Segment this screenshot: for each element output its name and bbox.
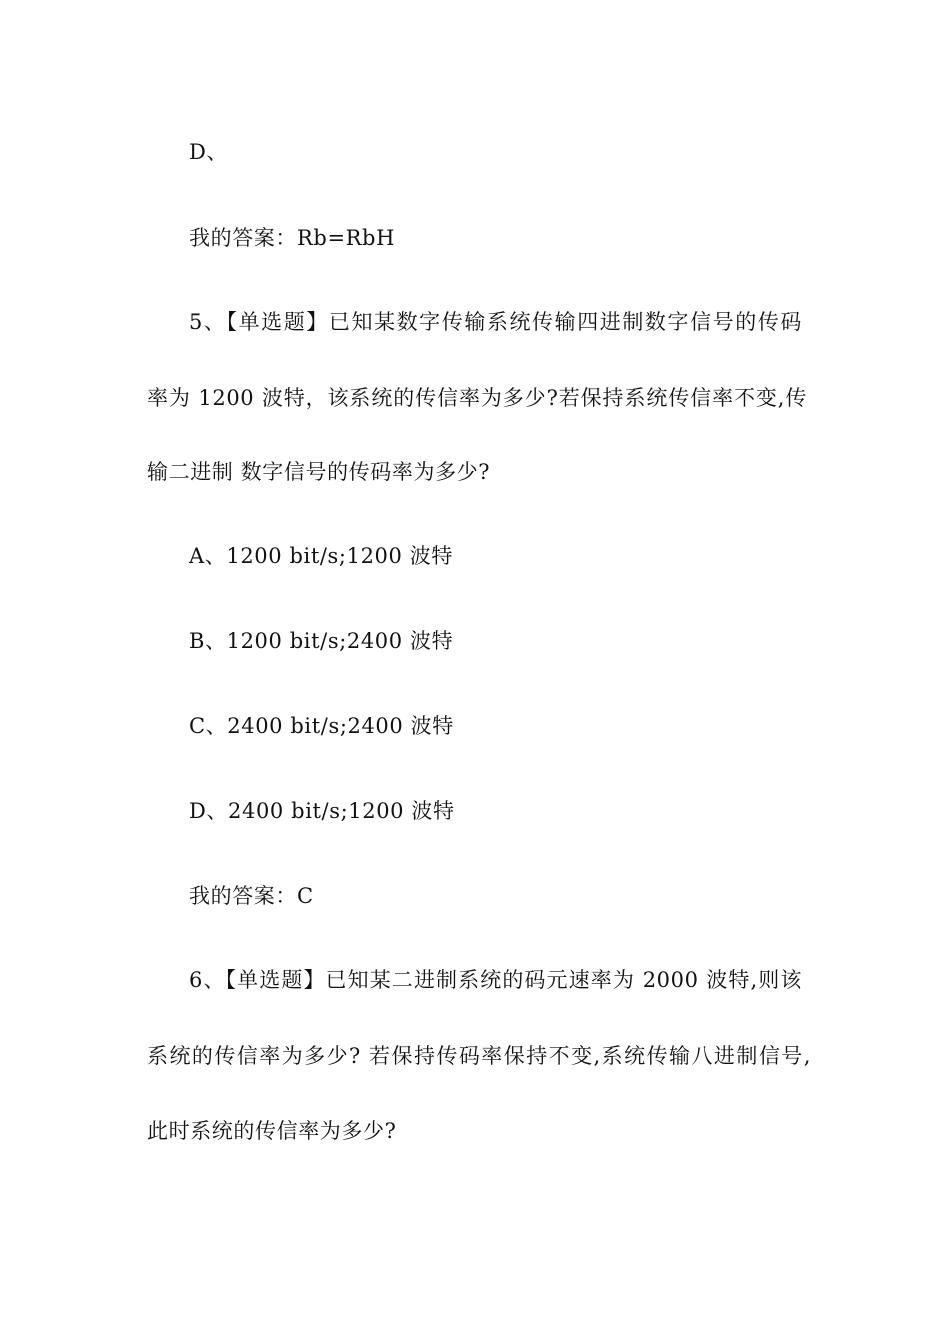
q5-option-b: B、1200 bit/s;2400 波特 — [189, 629, 454, 653]
q5-option-a: A、1200 bit/s;1200 波特 — [189, 544, 453, 568]
q4-option-d: D、 — [189, 140, 229, 164]
q5-option-d: D、2400 bit/s;1200 波特 — [189, 799, 455, 823]
q6-question-line-2: 系统的传信率为多少? 若保持传码率保持不变,系统传输八进制信号, — [147, 1044, 811, 1068]
q5-question-line-2: 率为 1200 波特，该系统的传信率为多少?若保持系统传信率不变,传 — [147, 386, 807, 410]
q4-my-answer: 我的答案：Rb=RbH — [189, 226, 396, 250]
q6-question-line-3: 此时系统的传信率为多少? — [147, 1119, 397, 1143]
q5-option-c: C、2400 bit/s;2400 波特 — [189, 714, 454, 738]
q5-question-line-3: 输二进制 数字信号的传码率为多少? — [147, 460, 491, 484]
q6-question-line-1: 6、【单选题】已知某二进制系统的码元速率为 2000 波特,则该 — [189, 968, 802, 992]
q5-my-answer: 我的答案：C — [189, 884, 314, 908]
q5-question-line-1: 5、【单选题】已知某数字传输系统传输四进制数字信号的传码 — [189, 310, 802, 334]
